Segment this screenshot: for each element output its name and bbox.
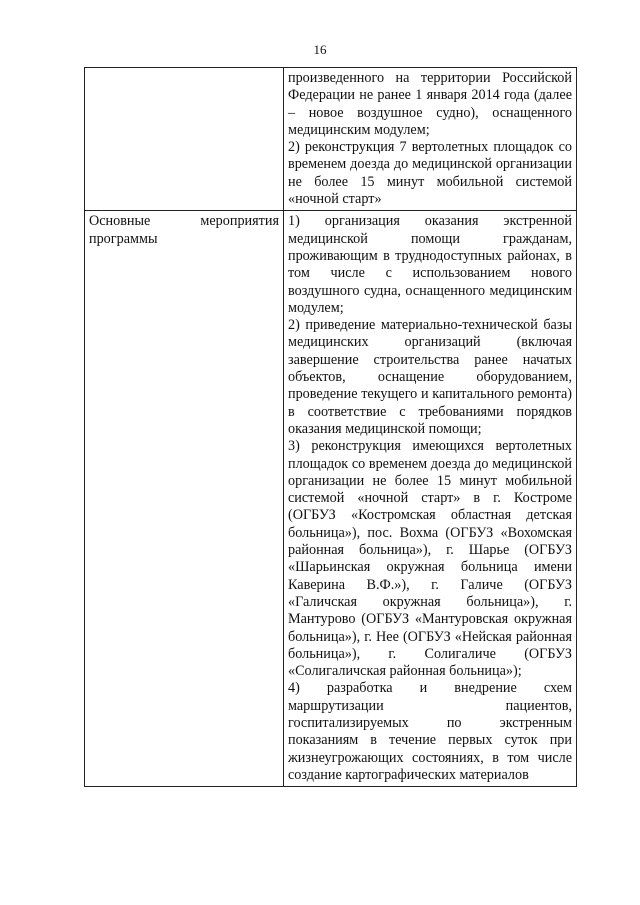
page-number: 16 bbox=[313, 42, 327, 57]
row-label-cell: Основные мероприятия программы bbox=[85, 211, 284, 787]
program-table bbox=[84, 67, 577, 787]
paragraph: 4) разработка и внедрение схем маршрутизации пациентов, госпитализируемых по экстренным показаниям в течение первых суток при жизнеугрожающих состояниях, в том числе создание картографических материалов bbox=[288, 680, 572, 783]
row-content-cell bbox=[284, 211, 577, 787]
table-row bbox=[85, 68, 577, 211]
paragraph: произведенного на территории Российской Федерации не ранее 1 января 2014 года (далее – новое воздушное судно), оснащенного медицинским модулем; bbox=[288, 70, 572, 138]
row-label-cell bbox=[85, 68, 284, 211]
row-content-cell bbox=[284, 68, 577, 211]
paragraph: 2) реконструкция 7 вертолетных площадок со временем доезда до медицинской организации не более 15 минут мобильной системой «ночной старт» bbox=[288, 139, 572, 208]
table-row bbox=[85, 211, 577, 787]
paragraph: 3) реконструкция имеющихся вертолетных площадок со временем доезда до медицинской организации не более 15 минут мобильной системой «ночной старт» в г. Костроме (ОГБУЗ «Костромская областная детская больница»), пос. Вохма (ОГБУЗ «Вохомская районная больница»), г. Шарье (ОГБУЗ «Шарьинская окружная больница имени Каверина В.Ф.»), г. Галиче (ОГБУЗ «Галичская окружная больница»), г. Мантурово (ОГБУЗ «Мантуровская окружная больница»), г. Нее (ОГБУЗ «Нейская районная больница»), г. Солигаличе (ОГБУЗ «Солигаличская районная больница»); bbox=[288, 438, 572, 680]
paragraph: 2) приведение материально-технической базы медицинских организаций (включая завершение строительства ранее начатых объектов, оснащение оборудованием, проведение текущего и капитального ремонта) в соответствие с требованиями порядков оказания медицинской помощи; bbox=[288, 317, 572, 437]
paragraph: 1) организация оказания экстренной медицинской помощи гражданам, проживающим в труднодоступных районах, в том числе с использованием нового воздушного судна, оснащенного медицинским модулем; bbox=[288, 213, 572, 316]
